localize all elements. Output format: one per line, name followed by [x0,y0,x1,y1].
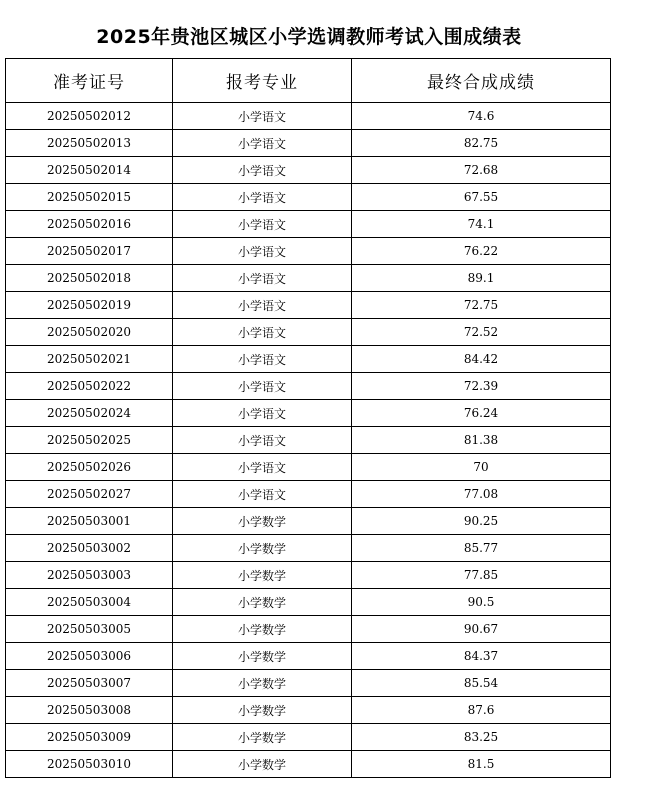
cell-exam-id: 20250502026 [6,454,173,481]
cell-exam-id: 20250502025 [6,427,173,454]
cell-subject: 小学语文 [173,130,352,157]
cell-subject: 小学数学 [173,589,352,616]
cell-subject: 小学语文 [173,400,352,427]
cell-subject: 小学语文 [173,454,352,481]
cell-exam-id: 20250503006 [6,643,173,670]
cell-final-score: 74.6 [352,103,611,130]
table-row [6,373,611,400]
cell-subject: 小学语文 [173,238,352,265]
table-row [6,292,611,319]
cell-final-score: 76.22 [352,238,611,265]
cell-exam-id: 20250503003 [6,562,173,589]
table-row [6,643,611,670]
table-row [6,238,611,265]
cell-final-score: 90.25 [352,508,611,535]
table-row [6,130,611,157]
cell-final-score: 90.5 [352,589,611,616]
table-row [6,427,611,454]
cell-exam-id: 20250502021 [6,346,173,373]
cell-final-score: 74.1 [352,211,611,238]
cell-final-score: 67.55 [352,184,611,211]
cell-subject: 小学语文 [173,427,352,454]
table-row [6,211,611,238]
table-row [6,454,611,481]
table-row [6,562,611,589]
cell-subject: 小学语文 [173,211,352,238]
table-header-row [6,59,611,103]
cell-final-score: 82.75 [352,130,611,157]
cell-subject: 小学数学 [173,724,352,751]
cell-exam-id: 20250503010 [6,751,173,778]
table-row [6,319,611,346]
cell-exam-id: 20250502014 [6,157,173,184]
cell-subject: 小学语文 [173,103,352,130]
cell-final-score: 72.75 [352,292,611,319]
table-row [6,265,611,292]
cell-exam-id: 20250502019 [6,292,173,319]
header-exam-id: 准考证号 [6,59,173,103]
cell-final-score: 72.68 [352,157,611,184]
cell-exam-id: 20250503005 [6,616,173,643]
cell-final-score: 84.37 [352,643,611,670]
table-row [6,103,611,130]
cell-subject: 小学数学 [173,535,352,562]
cell-final-score: 84.42 [352,346,611,373]
table-row [6,670,611,697]
table-body [6,103,611,778]
cell-final-score: 70 [352,454,611,481]
cell-exam-id: 20250502024 [6,400,173,427]
page-title: 2025年贵池区城区小学选调教师考试入围成绩表 [96,26,522,48]
table-row [6,589,611,616]
cell-exam-id: 20250503008 [6,697,173,724]
cell-exam-id: 20250502013 [6,130,173,157]
table-row [6,157,611,184]
table-row [6,724,611,751]
cell-exam-id: 20250502022 [6,373,173,400]
cell-final-score: 72.52 [352,319,611,346]
cell-final-score: 89.1 [352,265,611,292]
table-row [6,184,611,211]
cell-final-score: 85.77 [352,535,611,562]
cell-exam-id: 20250502018 [6,265,173,292]
cell-final-score: 90.67 [352,616,611,643]
table-row [6,346,611,373]
cell-final-score: 83.25 [352,724,611,751]
cell-final-score: 81.38 [352,427,611,454]
cell-subject: 小学数学 [173,562,352,589]
header-final-score: 最终合成成绩 [352,59,611,103]
cell-exam-id: 20250503004 [6,589,173,616]
cell-exam-id: 20250502020 [6,319,173,346]
cell-subject: 小学语文 [173,157,352,184]
cell-exam-id: 20250502012 [6,103,173,130]
cell-final-score: 85.54 [352,670,611,697]
cell-exam-id: 20250503007 [6,670,173,697]
cell-exam-id: 20250502017 [6,238,173,265]
cell-final-score: 81.5 [352,751,611,778]
results-table [5,58,611,778]
header-subject: 报考专业 [173,59,352,103]
cell-subject: 小学语文 [173,346,352,373]
cell-exam-id: 20250503009 [6,724,173,751]
table-row [6,616,611,643]
cell-final-score: 77.08 [352,481,611,508]
cell-final-score: 76.24 [352,400,611,427]
cell-exam-id: 20250503002 [6,535,173,562]
cell-exam-id: 20250503001 [6,508,173,535]
table-row [6,751,611,778]
cell-subject: 小学语文 [173,373,352,400]
cell-subject: 小学数学 [173,616,352,643]
cell-subject: 小学数学 [173,697,352,724]
cell-exam-id: 20250502027 [6,481,173,508]
cell-subject: 小学数学 [173,508,352,535]
cell-subject: 小学数学 [173,670,352,697]
table-row [6,400,611,427]
table-row [6,508,611,535]
cell-exam-id: 20250502015 [6,184,173,211]
table-row [6,535,611,562]
cell-subject: 小学语文 [173,481,352,508]
cell-subject: 小学语文 [173,265,352,292]
cell-subject: 小学数学 [173,751,352,778]
cell-final-score: 72.39 [352,373,611,400]
table-row [6,481,611,508]
cell-final-score: 77.85 [352,562,611,589]
cell-final-score: 87.6 [352,697,611,724]
table-row [6,697,611,724]
cell-subject: 小学语文 [173,184,352,211]
cell-exam-id: 20250502016 [6,211,173,238]
cell-subject: 小学语文 [173,292,352,319]
cell-subject: 小学数学 [173,643,352,670]
cell-subject: 小学语文 [173,319,352,346]
